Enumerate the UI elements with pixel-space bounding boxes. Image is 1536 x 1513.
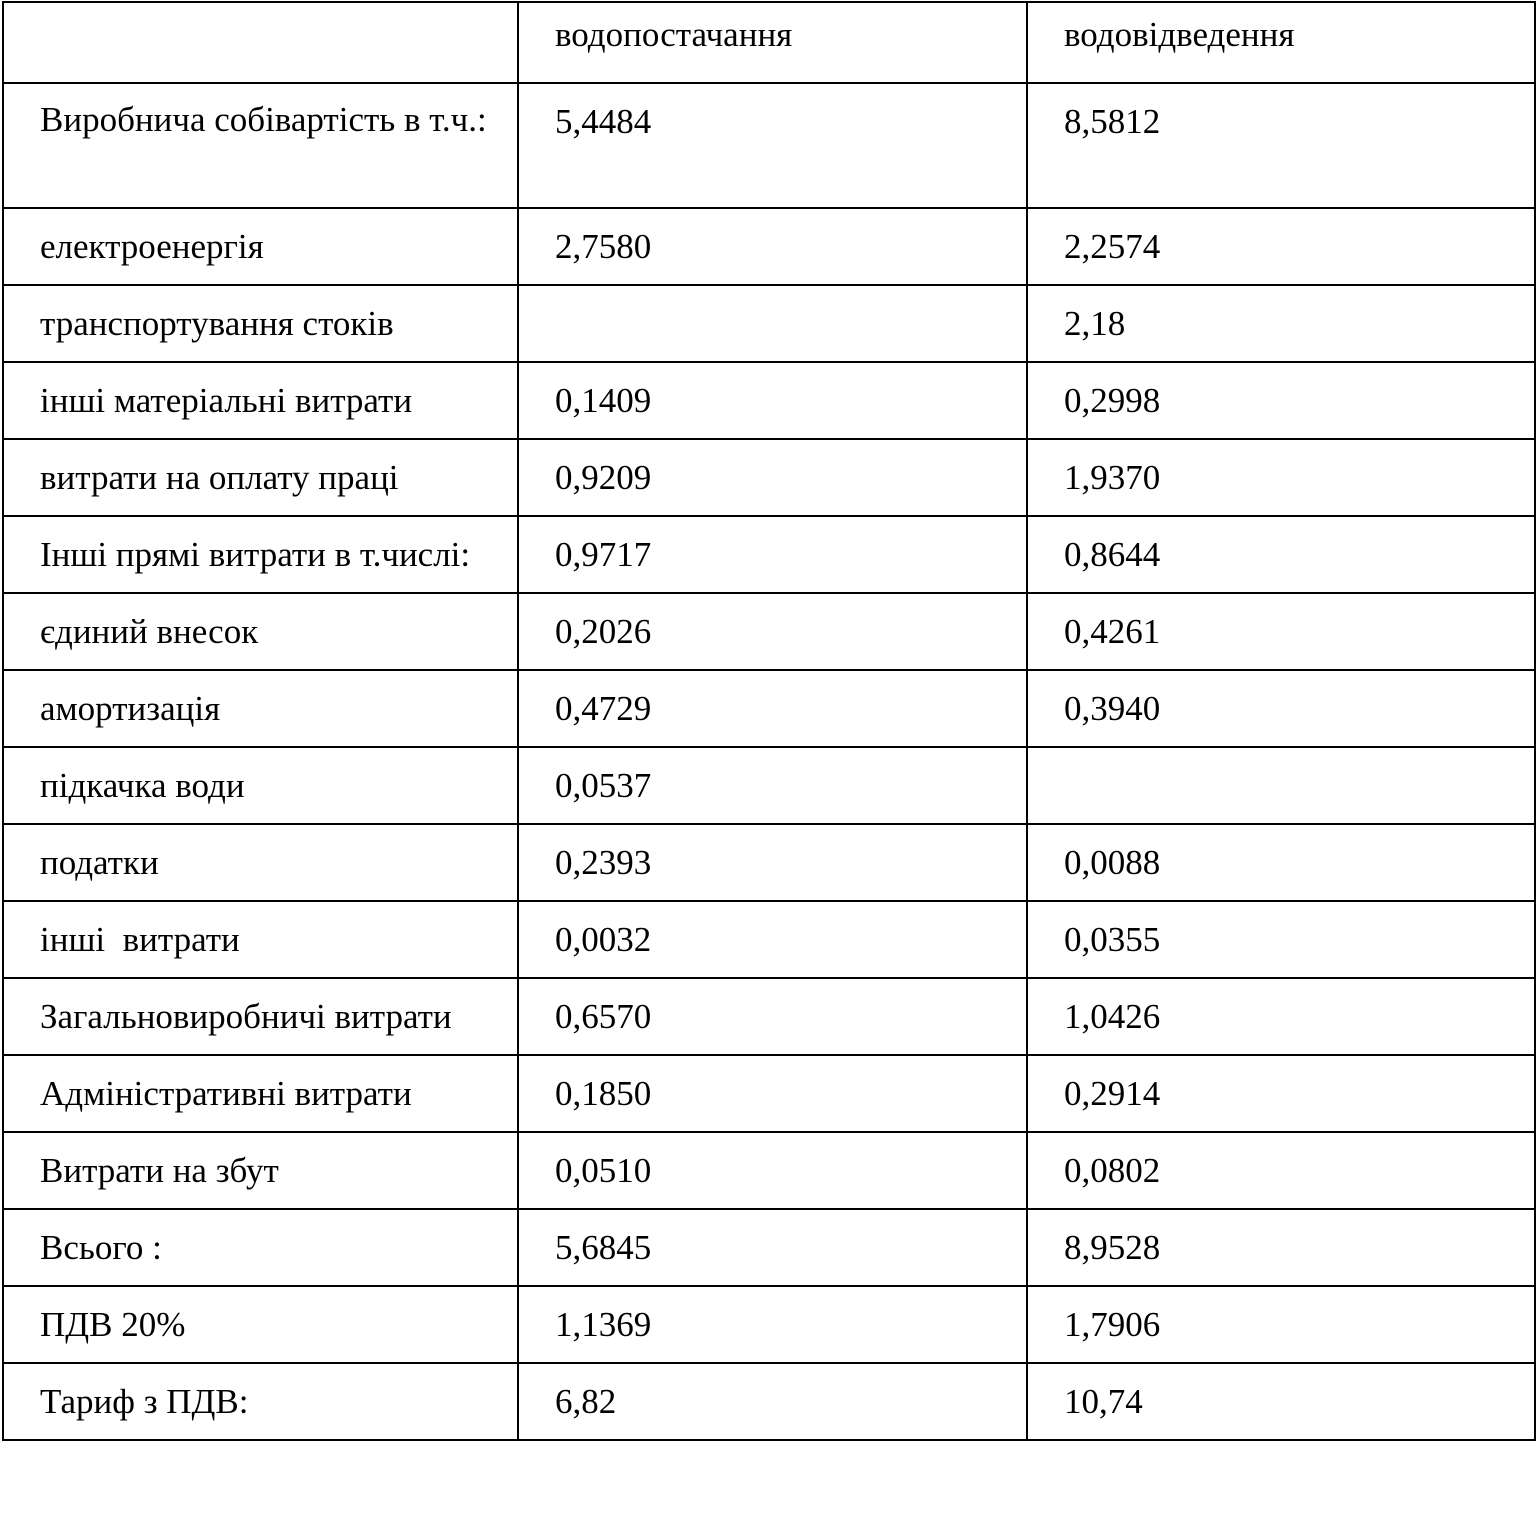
row-label: інші матеріальні витрати <box>3 362 518 439</box>
row-label: транспортування стоків <box>3 285 518 362</box>
row-label: ПДВ 20% <box>3 1286 518 1363</box>
table-row-depreciation <box>3 670 1535 747</box>
table-row-other-material-costs <box>3 362 1535 439</box>
water-supply-value: 0,2026 <box>518 593 1027 670</box>
table-row-labor-costs <box>3 439 1535 516</box>
water-drainage-value: 0,3940 <box>1027 670 1535 747</box>
water-drainage-value: 0,0355 <box>1027 901 1535 978</box>
water-drainage-value: 8,9528 <box>1027 1209 1535 1286</box>
row-label: Тариф з ПДВ: <box>3 1363 518 1440</box>
water-supply-value: 1,1369 <box>518 1286 1027 1363</box>
water-drainage-value: 10,74 <box>1027 1363 1535 1440</box>
table-row-administrative-costs <box>3 1055 1535 1132</box>
water-supply-value: 0,1409 <box>518 362 1027 439</box>
water-drainage-value: 2,18 <box>1027 285 1535 362</box>
table-row-tariff-with-vat <box>3 1363 1535 1440</box>
water-supply-value: 0,9717 <box>518 516 1027 593</box>
water-drainage-value: 0,2998 <box>1027 362 1535 439</box>
table-row-total <box>3 1209 1535 1286</box>
water-supply-value: 5,4484 <box>518 83 1027 208</box>
row-label: електроенергія <box>3 208 518 285</box>
row-label: витрати на оплату праці <box>3 439 518 516</box>
water-supply-value: 0,4729 <box>518 670 1027 747</box>
table-row-electricity <box>3 208 1535 285</box>
row-label: Витрати на збут <box>3 1132 518 1209</box>
water-supply-value <box>518 285 1027 362</box>
water-supply-value: 6,82 <box>518 1363 1027 1440</box>
table-row-other-direct-costs <box>3 516 1535 593</box>
table-row-wastewater-transport <box>3 285 1535 362</box>
table-row-vat <box>3 1286 1535 1363</box>
water-drainage-value: 2,2574 <box>1027 208 1535 285</box>
row-label: інші витрати <box>3 901 518 978</box>
row-label: Інші прямі витрати в т.числі: <box>3 516 518 593</box>
water-drainage-value: 0,8644 <box>1027 516 1535 593</box>
row-label: Всього : <box>3 1209 518 1286</box>
table-row-other-costs <box>3 901 1535 978</box>
water-supply-value: 0,0032 <box>518 901 1027 978</box>
table-row-water-pumping <box>3 747 1535 824</box>
header-empty-cell <box>3 2 518 83</box>
row-label <box>3 83 518 208</box>
row-label: підкачка води <box>3 747 518 824</box>
water-drainage-value: 0,2914 <box>1027 1055 1535 1132</box>
water-drainage-value: 0,0802 <box>1027 1132 1535 1209</box>
water-supply-value: 2,7580 <box>518 208 1027 285</box>
table-row-single-contribution <box>3 593 1535 670</box>
water-supply-value: 0,2393 <box>518 824 1027 901</box>
water-supply-value: 0,0510 <box>518 1132 1027 1209</box>
table-header-row <box>3 2 1535 83</box>
water-drainage-value: 1,9370 <box>1027 439 1535 516</box>
water-supply-value: 0,9209 <box>518 439 1027 516</box>
water-supply-value: 5,6845 <box>518 1209 1027 1286</box>
header-water-supply: водопостачання <box>518 2 1027 83</box>
row-label-text: Виробнича собівартість в т.ч.: <box>40 100 487 139</box>
water-supply-value: 0,6570 <box>518 978 1027 1055</box>
table-row-production-cost <box>3 83 1535 208</box>
water-drainage-value: 8,5812 <box>1027 83 1535 208</box>
water-drainage-value: 0,0088 <box>1027 824 1535 901</box>
row-label: Адміністративні витрати <box>3 1055 518 1132</box>
water-drainage-value: 1,0426 <box>1027 978 1535 1055</box>
table-row-taxes <box>3 824 1535 901</box>
water-supply-value: 0,0537 <box>518 747 1027 824</box>
row-label: Загальновиробничі витрати <box>3 978 518 1055</box>
water-drainage-value: 1,7906 <box>1027 1286 1535 1363</box>
row-label: податки <box>3 824 518 901</box>
header-water-drainage: водовідведення <box>1027 2 1535 83</box>
tariff-cost-table <box>2 1 1536 1441</box>
water-drainage-value <box>1027 747 1535 824</box>
table-body <box>3 2 1535 1440</box>
row-label: єдиний внесок <box>3 593 518 670</box>
water-supply-value: 0,1850 <box>518 1055 1027 1132</box>
table-row-sales-costs <box>3 1132 1535 1209</box>
table-row-general-production-costs <box>3 978 1535 1055</box>
row-label: амортизація <box>3 670 518 747</box>
water-drainage-value: 0,4261 <box>1027 593 1535 670</box>
